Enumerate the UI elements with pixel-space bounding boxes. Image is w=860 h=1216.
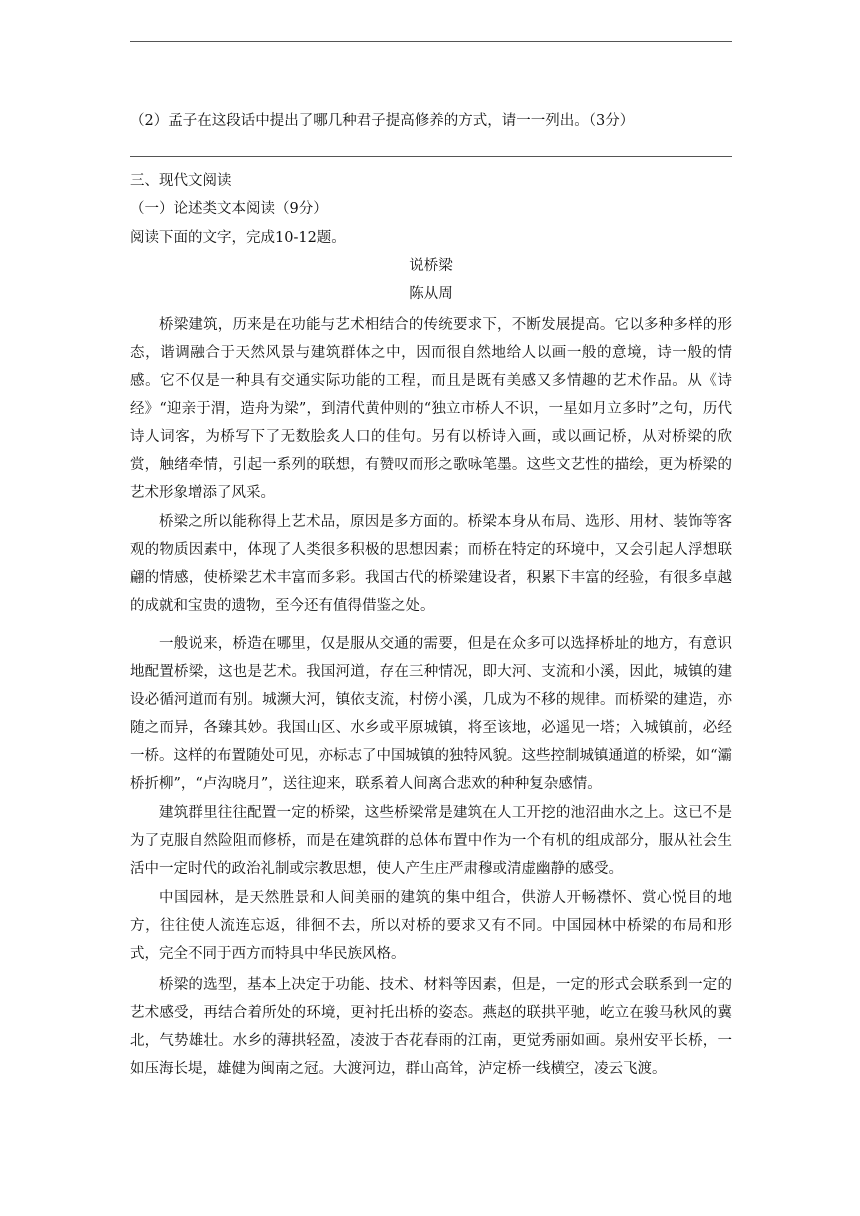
paragraph-5: 中国园林，是天然胜景和人间美丽的建筑的集中组合，供游人开畅襟怀、赏心悦目的地方，往往使人流连忘返，徘徊不去，所以对桥的要求又有不同。中国园林中桥梁的布局和形式，完全不同于西方而特具中华民族风格。 <box>130 890 732 962</box>
paragraph-1: 桥梁建筑，历来是在功能与艺术相结合的传统要求下，不断发展提高。它以多种多样的形态，谐调融合于天然风景与建筑群体之中，因而很自然地给人以画一般的意境，诗一般的情感。它不仅是一种具有交通实际功能的工程，而且是既有美感又多情趣的艺术作品。从《诗经》“迎亲于渭，造舟为梁”，到清代黄仲则的“独立市桥人不识，一星如月立多时”之句，历代诗人词客，为桥写下了无数脍炙人口的佳句。另有以桥诗入画，或以画记桥，从对桥梁的欣赏，触绪牵情，引起一系列的联想，有赞叹而形之歌咏笔墨。这些文艺性的描绘，更为桥梁的艺术形象增添了风采。 <box>130 317 732 501</box>
section-heading: 三、现代文阅读 <box>130 173 232 189</box>
paragraph-3: 一般说来，桥造在哪里，仅是服从交通的需要，但是在众多可以选择桥址的地方，有意识地配置桥梁，这也是艺术。我国河道，存在三种情况，即大河、支流和小溪，因此，城镇的建设必循河道而有别。城濒大河，镇依支流，村傍小溪，几成为不移的规律。而桥梁的建造，亦随之而异，各臻其妙。我国山区、水乡或平原城镇，将至该地，必遥见一塔；入城镇前，必经一桥。这样的布置随处可见，亦标志了中国城镇的独特风貌。这些控制城镇通道的桥梁，如“灞桥折柳”，“卢沟晓月”，送往迎来，联系着人间离合悲欢的种种复杂感情。 <box>130 636 732 792</box>
paragraph-4: 建筑群里往往配置一定的桥梁，这些桥梁常是建筑在人工开挖的池沼曲水之上。这已不是为了克服自然险阻而修桥，而是在建筑群的总体布置中作为一个有机的组成部分，服从社会生活中一定时代的政治礼制或宗教思想，使人产生庄严肃穆或清虚幽静的感受。 <box>130 805 732 877</box>
question-2: （2）孟子在这段话中提出了哪几种君子提高修养的方式，请一一列出。（3分） <box>130 113 635 129</box>
reading-instruction: 阅读下面的文字，完成10-12题。 <box>130 230 346 246</box>
paragraph-2: 桥梁之所以能称得上艺术品，原因是多方面的。桥梁本身从布局、选形、用材、装饰等客观的物质因素中，体现了人类很多积极的思想因素；而桥在特定的环境中，又会引起人浮想联翩的情感，使桥梁艺术丰富而多彩。我国古代的桥梁建设者，积累下丰富的经验，有很多卓越的成就和宝贵的遗物，至今还有值得借鉴之处。 <box>130 514 732 614</box>
article-title: 说桥梁 <box>409 258 453 274</box>
top-divider <box>130 41 732 42</box>
section-subheading: （一）论述类文本阅读（9分） <box>130 201 328 217</box>
paragraph-6: 桥梁的选型，基本上决定于功能、技术、材料等因素，但是，一定的形式会联系到一定的艺术感受，再结合着所处的环境，更衬托出桥的姿态。燕赵的联拱平驰，屹立在骏马秋风的冀北，气势雄壮。水乡的薄拱轻盈，凌波于杏花春雨的江南，更觉秀丽如画。泉州安平长桥，一如压海长堤，雄健为闽南之冠。大渡河边，群山高耸，泸定桥一线横空，凌云飞渡。 <box>130 977 732 1077</box>
answer-divider <box>130 156 732 157</box>
article-author: 陈从周 <box>409 286 453 302</box>
